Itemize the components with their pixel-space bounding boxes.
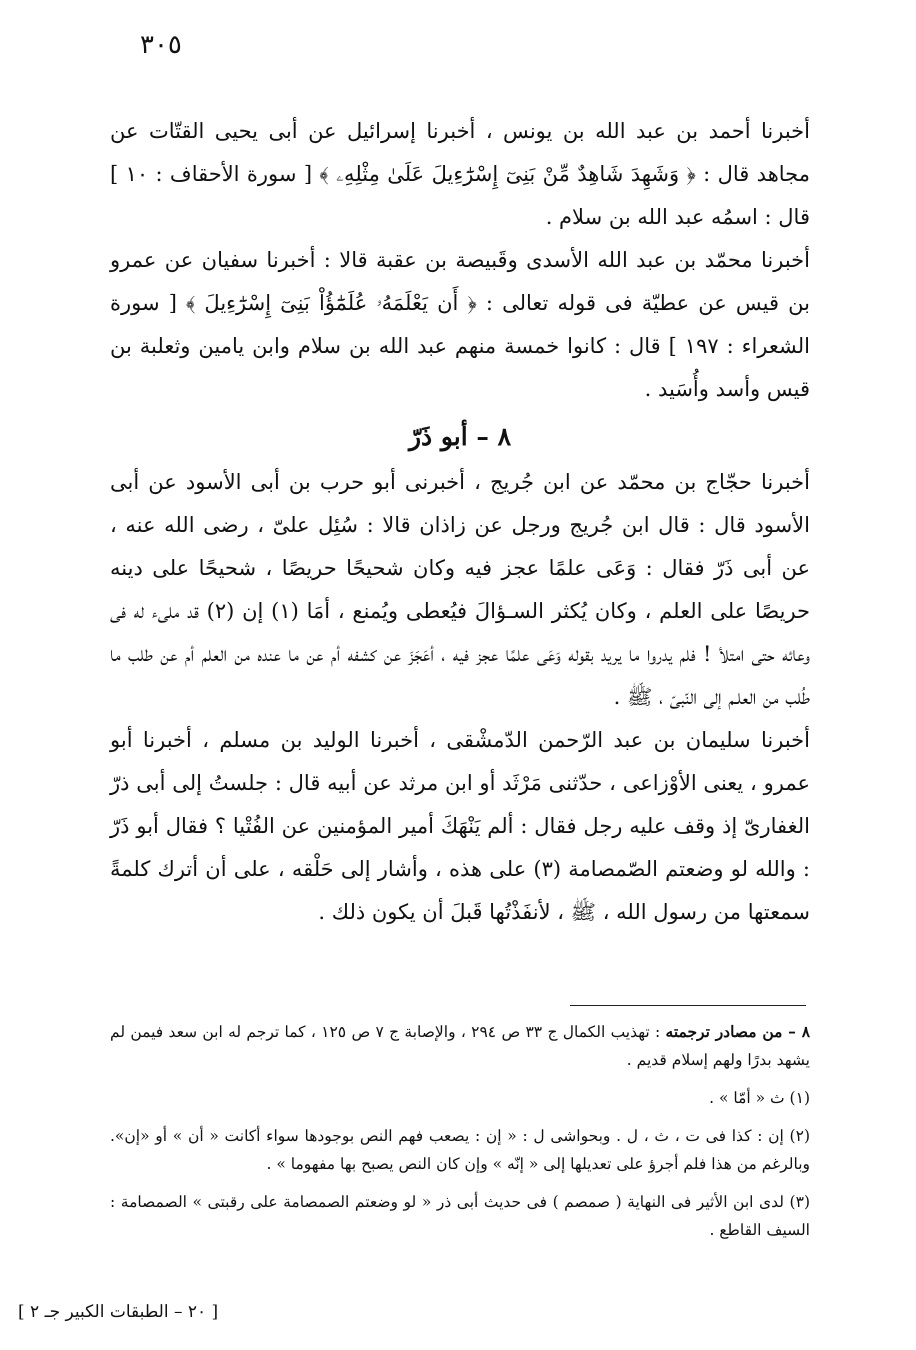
footnote: (٣) لدى ابن الأثير فى النهاية ( صمصم ) فى حديث أبى ذر « لو وضعتم الصمصامة على رقبتى » الصمصامة : السيف القاطع .: [110, 1193, 810, 1239]
section-title: ٨ – أبو ذَرّ: [408, 422, 512, 451]
paragraph: أخبرنا سليمان بن عبد الرّحمن الدّمشْقى ، أخبرنا الوليد بن مسلم ، أخبرنا أبو عمرو ، يعنى الأوْزاعى ، حدّثنى مَرْثَد أو ابن مرثد عن أبيه قال : جلستُ إلى أبى ذرّ الغفارىّ إذ وقف عليه رجل فقال : ألم يَنْهَكَ أمير المؤمنين عن الفُتْيا ؟ فقال أبو ذَرّ : والله لو وضعتم الصّمصامة (٣) على هذه ، وأشار إلى حَلْقه ، على أن أترك كلمةً سمعتها من رسول الله ، ﷺ ، لأنفَذْتُها قَبلَ أن يكون ذلك .: [110, 728, 810, 924]
main-text: [110, 110, 810, 934]
footnote-divider: [570, 1005, 806, 1006]
page-number: ٣٠٥: [140, 30, 182, 60]
footnotes: [110, 1018, 810, 1254]
footnote: (٢) إن : كذا فى ت ، ث ، ل . وبحواشى ل : « إن : يصعب فهم النص بوجودها سواء أكانت « أن » أو «إن». وبالرغم من هذا فلم أجرؤ على تعديلها إلى « إنّه » وإن كان النص يصبح بها مفهوما » .: [110, 1127, 810, 1173]
paragraph: أخبرنا حجّاج بن محمّد عن ابن جُريج ، أخبرنى أبو حرب بن أبى الأسود عن أبى الأسود قال : قال ابن جُريج ورجل عن زاذان قالا : سُئِل علىّ ، رضى الله عنه ، عن أبى ذَرّ فقال : وَعَى علمًا عجز فيه وكان شحيحًا حريصًا ، شحيحًا على دينه حريصًا على العلم ، وكان يُكثر السـؤالَ فيُعطى ويُمنع ، أمَا (١) إن (٢) قد ملىء له فى وعائه حتى امتلأ ! فلم يدروا ما يريد بقوله وَعَى علمًا عجز فيه ، أعَجَزَ عن كشفه أم عن ما عنده من العلم أم عن طلب ما طُلب من العلـم إلى النّبىّ ، ﷺ .: [110, 470, 811, 709]
paragraph: أخبرنا أحمد بن عبد الله بن يونس ، أخبرنا إسرائيل عن أبى يحيى القتّات عن مجاهد قال : ﴿ وَشَهِدَ شَاهِدٌ مِّنْ بَنِىٓ إِسْرَٰٓءِيلَ عَلَىٰ مِثْلِهِۦ ﴾ [ سورة الأحقاف : ١٠ ] قال : اسمُه عبد الله بن سلام .: [110, 119, 810, 229]
page-footer: [ ٢٠ – الطبقات الكبير جـ ٢ ]: [18, 1302, 219, 1322]
footnote-sources-text: : تهذيب الكمال ج ٣٣ ص ٢٩٤ ، والإصابة ج ٧ ص ١٢٥ ، كما ترجم له ابن سعد فيمن لم يشهد بدرًا ولهم إسلام قديم .: [110, 1023, 810, 1069]
footnote: (١) ث « أمّا » .: [709, 1089, 810, 1107]
paragraph: أخبرنا محمّد بن عبد الله الأسدى وقَبيصة بن عقبة قالا : أخبرنا سفيان عن عمرو بن قيس عن عطيّة فى قوله تعالى : ﴿ أَن يَعْلَمَهُۥ عُلَمَٰٓؤُاْ بَنِىٓ إِسْرَٰٓءِيلَ ﴾ [ سورة الشعراء : ١٩٧ ] قال : كانوا خمسة منهم عبد الله بن سلام وابن يامين وثعلبة بن قيس وأسد وأُسَيد .: [110, 248, 810, 401]
footnote-sources: [110, 1018, 810, 1074]
footnote-sources-label: ٨ – من مصادر ترجمته: [665, 1022, 811, 1041]
